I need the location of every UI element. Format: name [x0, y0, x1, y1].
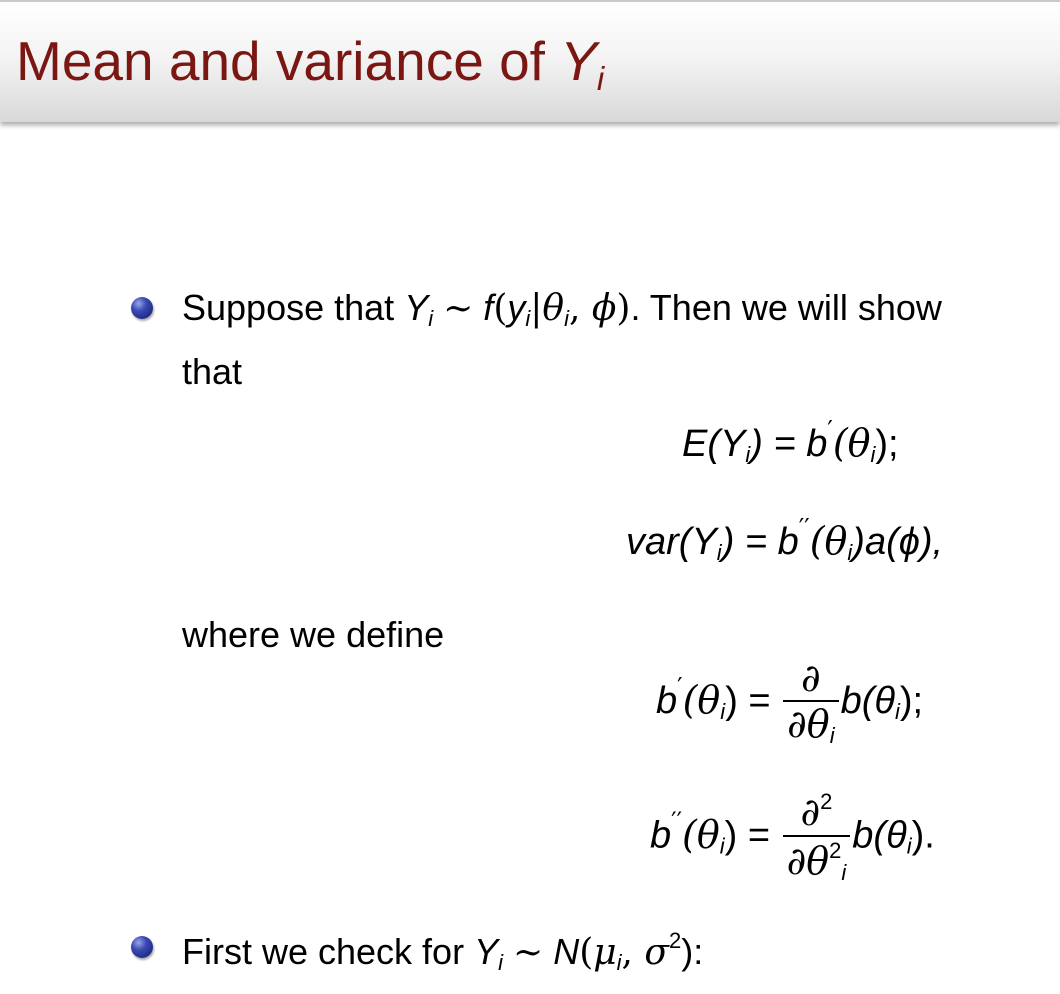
title-variable: Y: [560, 30, 597, 92]
fraction-partial: $\frac{\partial}{\partial\theta i}$: [783, 658, 838, 748]
bullet-1-line-2: that: [182, 351, 243, 392]
bullet-2-line: First we check for Yi ∼ N(μi, $\sigma^2$):: [182, 928, 704, 975]
bullet-1-icon: [131, 297, 153, 319]
equation-first-derivative: b′(θi) = $\frac{\partial}{\partial\theta i}$ b(θi);: [656, 656, 924, 748]
fraction-second-partial: $\frac{\partial^2}{\partial\theta^2i}$: [783, 790, 851, 885]
where-we-define-text: where we define: [182, 614, 445, 655]
equation-expectation: E(Yi) = b′(θi);: [682, 416, 899, 467]
equation-variance: var(Yi) = b′′(θi)a(ϕ),: [626, 514, 944, 565]
bullet-2-icon: [131, 936, 153, 958]
title-subscript: i: [596, 60, 605, 97]
bullet-1-line-1: Suppose that Yi ∼ f(yi|θi, ϕ). Then we will show: [182, 287, 942, 331]
title-text: Mean and variance of: [16, 30, 545, 92]
equation-second-derivative: b′′(θi) = $\frac{\partial^2}{\partial\theta^2i}$ b(θi).: [650, 789, 935, 885]
title-bar: [0, 0, 1060, 122]
slide-title: [16, 30, 605, 97]
